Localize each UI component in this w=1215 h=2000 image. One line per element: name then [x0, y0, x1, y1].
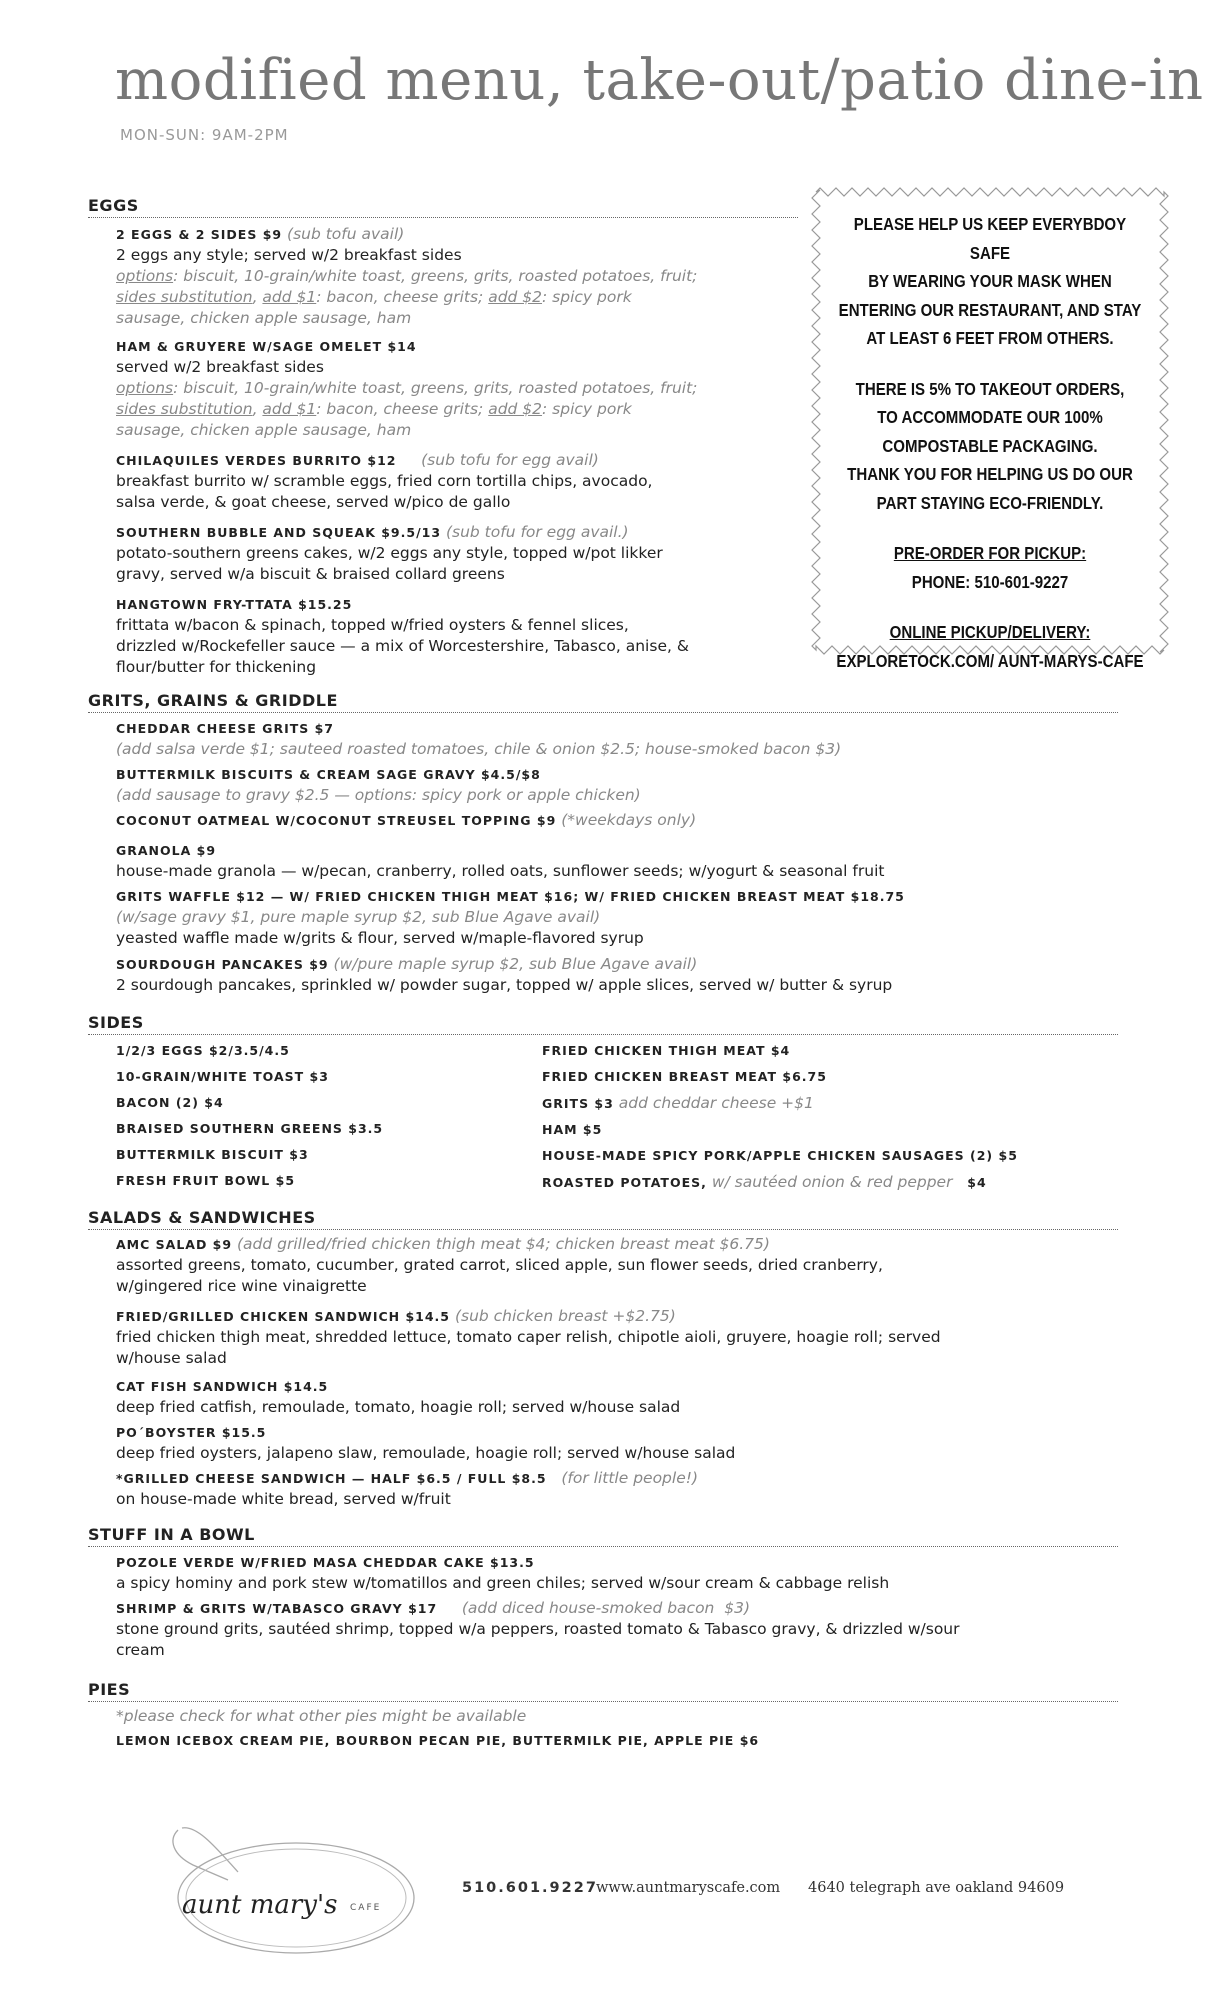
- item-desc: salsa verde, & goat cheese, served w/pico de gallo: [116, 493, 511, 511]
- item-name: FRIED/GRILLED CHICKEN SANDWICH $14.5: [116, 1309, 451, 1324]
- item-desc: potato-southern greens cakes, w/2 eggs any style, topped w/pot likker: [116, 544, 663, 562]
- logo-small-text: CAFE: [350, 1903, 382, 1913]
- hours: MON-SUN: 9AM-2PM: [120, 126, 289, 144]
- section-heading-bowl: STUFF IN A BOWL: [88, 1525, 255, 1544]
- item-desc: deep fried oysters, jalapeno slaw, remoulade, hoagie roll; served w/house salad: [116, 1444, 736, 1462]
- pies-note: *please check for what other pies might be available: [116, 1707, 527, 1725]
- divider: [88, 1229, 1118, 1230]
- item-name: SOURDOUGH PANCAKES $9: [116, 957, 329, 972]
- item-note: (*weekdays only): [556, 811, 697, 829]
- item-note: (w/pure maple syrup $2, sub Blue Agave avail): [328, 955, 698, 973]
- notice-text: [835, 210, 1145, 675]
- item-options: sides substitution, add $1: bacon, cheese grits; add $2: spicy pork: [116, 400, 632, 418]
- footer-website[interactable]: www.auntmaryscafe.com: [596, 1880, 781, 1896]
- side-item: FRIED CHICKEN BREAST MEAT $6.75: [542, 1069, 827, 1084]
- side-item: HAM $5: [542, 1122, 603, 1137]
- item-options: options: biscuit, 10-grain/white toast, greens, grits, roasted potatoes, fruit;: [116, 379, 698, 397]
- notice-line: AT LEAST 6 FEET FROM OTHERS.: [866, 328, 1114, 348]
- side-item: BUTTERMILK BISCUIT $3: [116, 1147, 309, 1162]
- item-note: (sub tofu avail): [282, 225, 405, 243]
- item-options: options: biscuit, 10-grain/white toast, greens, grits, roasted potatoes, fruit;: [116, 267, 698, 285]
- item-name: HAM & GRUYERE W/SAGE OMELET $14: [116, 339, 417, 354]
- notice-line: BY WEARING YOUR MASK WHEN: [868, 271, 1112, 291]
- sides-right-column: [542, 1038, 1018, 1196]
- section-heading-grits: GRITS, GRAINS & GRIDDLE: [88, 691, 338, 710]
- item-desc: yeasted waffle made w/grits & flour, served w/maple-flavored syrup: [116, 929, 644, 947]
- item-name: COCONUT OATMEAL W/COCONUT STREUSEL TOPPING $9: [116, 813, 557, 828]
- item-options: sausage, chicken apple sausage, ham: [116, 309, 412, 327]
- item-desc: flour/butter for thickening: [116, 658, 317, 676]
- item-desc: w/gingered rice wine vinaigrette: [116, 1277, 367, 1295]
- page-title: modified menu, take-out/patio dine-in: [115, 48, 1204, 113]
- item-name: HANGTOWN FRY-TTATA $15.25: [116, 597, 353, 612]
- section-heading-pies: PIES: [88, 1680, 131, 1699]
- menu-item: [116, 1598, 1166, 1661]
- item-note: (add sausage to gravy $2.5 — options: spicy pork or apple chicken): [116, 786, 641, 804]
- side-item: BRAISED SOUTHERN GREENS $3.5: [116, 1121, 384, 1136]
- item-desc: served w/2 breakfast sides: [116, 358, 324, 376]
- item-name: AMC SALAD $9: [116, 1237, 233, 1252]
- online-url: EXPLORETOCK.COM/ AUNT-MARYS-CAFE: [836, 650, 1144, 671]
- item-desc: on house-made white bread, served w/fruit: [116, 1490, 451, 1508]
- item-name: BUTTERMILK BISCUITS & CREAM SAGE GRAVY $4.5/$8: [116, 767, 541, 782]
- item-note: (add diced house-smoked bacon $3): [437, 1599, 751, 1617]
- cafe-logo: [168, 1810, 428, 1964]
- item-desc: deep fried catfish, remoulade, tomato, hoagie roll; served w/house salad: [116, 1398, 681, 1416]
- divider: [88, 1701, 1118, 1702]
- footer-address: 4640 telegraph ave oakland 94609: [808, 1880, 1065, 1896]
- item-name: 2 EGGS & 2 SIDES $9: [116, 227, 283, 242]
- item-note: (add salsa verde $1; sauteed roasted tomatoes, chile & onion $2.5; house-smoked bacon $3): [116, 740, 842, 758]
- item-name: GRANOLA $9: [116, 843, 217, 858]
- notice-line: PLEASE HELP US KEEP EVERYBDOY SAFE: [853, 214, 1127, 263]
- item-name: *GRILLED CHEESE SANDWICH — HALF $6.5 / FULL $8.5: [116, 1471, 547, 1486]
- item-desc: cream: [116, 1641, 165, 1659]
- item-note: (sub tofu for egg avail.): [441, 523, 629, 541]
- item-desc: frittata w/bacon & spinach, topped w/fried oysters & fennel slices,: [116, 616, 629, 634]
- section-heading-sides: SIDES: [88, 1013, 144, 1032]
- menu-item: [116, 1376, 1166, 1418]
- item-desc: house-made granola — w/pecan, cranberry, rolled oats, sunflower seeds; w/yogurt & seasonal fruit: [116, 862, 885, 880]
- notice-line: THANK YOU FOR HELPING US DO OUR: [847, 464, 1133, 484]
- item-note: (sub tofu for egg avail): [396, 451, 599, 469]
- item-name: CHILAQUILES VERDES BURRITO $12: [116, 453, 397, 468]
- item-options: sausage, chicken apple sausage, ham: [116, 421, 412, 439]
- menu-item: [116, 336, 796, 441]
- pies-list: LEMON ICEBOX CREAM PIE, BOURBON PECAN PIE, BUTTERMILK PIE, APPLE PIE $6: [116, 1733, 760, 1748]
- menu-item: [116, 1422, 1166, 1464]
- divider: [88, 712, 1118, 713]
- item-note: (for little people!): [546, 1469, 698, 1487]
- menu-item: [116, 522, 796, 585]
- item-desc: stone ground grits, sautéed shrimp, topped w/a peppers, roasted tomato & Tabasco gravy, & drizzled w/sour: [116, 1620, 960, 1638]
- menu-item: [116, 1234, 1166, 1297]
- item-note: (w/sage gravy $1, pure maple syrup $2, sub Blue Agave avail): [116, 908, 601, 926]
- preorder-label: PRE-ORDER FOR PICKUP:: [893, 543, 1087, 563]
- item-desc: gravy, served w/a biscuit & braised collard greens: [116, 565, 505, 583]
- item-name: PO´BOYSTER $15.5: [116, 1425, 267, 1440]
- logo-text: aunt mary's: [182, 1890, 338, 1920]
- item-name: GRITS WAFFLE $12 — W/ FRIED CHICKEN THIGH MEAT $16; W/ FRIED CHICKEN BREAST MEAT $18.75: [116, 889, 905, 904]
- section-heading-eggs: EGGS: [88, 196, 139, 215]
- notice-line: COMPOSTABLE PACKAGING.: [882, 435, 1098, 456]
- item-name: POZOLE VERDE W/FRIED MASA CHEDDAR CAKE $13.5: [116, 1555, 535, 1570]
- online-label: ONLINE PICKUP/DELIVERY:: [889, 622, 1091, 642]
- sides-left-column: [116, 1038, 383, 1194]
- item-desc: a spicy hominy and pork stew w/tomatillos and green chiles; served w/sour cream & cabbage relish: [116, 1574, 890, 1592]
- menu-item: [116, 1468, 1166, 1510]
- divider: [88, 217, 798, 218]
- item-desc: drizzled w/Rockefeller sauce — a mix of Worcestershire, Tabasco, anise, &: [116, 637, 689, 655]
- menu-item: [116, 718, 1166, 760]
- item-name: SOUTHERN BUBBLE AND SQUEAK $9.5/13: [116, 525, 442, 540]
- notice-line: THERE IS 5% TO TAKEOUT ORDERS,: [855, 378, 1125, 399]
- notice-line: PART STAYING ECO-FRIENDLY.: [876, 492, 1104, 513]
- item-note: (add grilled/fried chicken thigh meat $4; chicken breast meat $6.75): [232, 1235, 770, 1253]
- side-item: 10-GRAIN/WHITE TOAST $3: [116, 1069, 329, 1084]
- item-note: (sub chicken breast +$2.75): [450, 1307, 676, 1325]
- item-options: sides substitution, add $1: bacon, cheese grits; add $2: spicy pork: [116, 288, 632, 306]
- divider: [88, 1034, 1118, 1035]
- menu-item: [116, 764, 1166, 806]
- notice-box: [810, 186, 1170, 671]
- menu-item: [116, 954, 1166, 996]
- side-item: HOUSE-MADE SPICY PORK/APPLE CHICKEN SAUSAGES (2) $5: [542, 1148, 1018, 1163]
- item-desc: 2 eggs any style; served w/2 breakfast sides: [116, 246, 462, 264]
- menu-item: [116, 840, 1166, 882]
- preorder-phone: PHONE: 510-601-9227: [911, 571, 1069, 592]
- menu-item: [116, 1706, 1166, 1755]
- side-item: FRESH FRUIT BOWL $5: [116, 1173, 296, 1188]
- menu-item: [116, 1552, 1166, 1594]
- side-item: BACON (2) $4: [116, 1095, 224, 1110]
- side-item: 1/2/3 EGGS $2/3.5/4.5: [116, 1043, 290, 1058]
- item-desc: fried chicken thigh meat, shredded lettuce, tomato caper relish, chipotle aioli, gruyere, hoagie roll; served: [116, 1328, 941, 1346]
- notice-line: TO ACCOMMODATE OUR 100%: [877, 407, 1103, 427]
- side-item: GRITS $3 add cheddar cheese +$1: [542, 1094, 814, 1112]
- item-desc: assorted greens, tomato, cucumber, grated carrot, sliced apple, sun flower seeds, dried cranberry,: [116, 1256, 883, 1274]
- menu-item: [116, 886, 1166, 949]
- item-desc: breakfast burrito w/ scramble eggs, fried corn tortilla chips, avocado,: [116, 472, 653, 490]
- divider: [88, 1546, 1118, 1547]
- notice-line: ENTERING OUR RESTAURANT, AND STAY: [838, 299, 1142, 320]
- item-desc: w/house salad: [116, 1349, 227, 1367]
- item-name: SHRIMP & GRITS W/TABASCO GRAVY $17: [116, 1601, 438, 1616]
- side-item: FRIED CHICKEN THIGH MEAT $4: [542, 1043, 791, 1058]
- menu-item: [116, 594, 796, 678]
- footer-phone: 510.601.9227: [462, 1880, 598, 1896]
- item-name: CAT FISH SANDWICH $14.5: [116, 1379, 329, 1394]
- item-desc: 2 sourdough pancakes, sprinkled w/ powder sugar, topped w/ apple slices, served w/ butter & syrup: [116, 976, 893, 994]
- item-name: CHEDDAR CHEESE GRITS $7: [116, 721, 334, 736]
- menu-item: [116, 224, 796, 329]
- side-item: ROASTED POTATOES, w/ sautéed onion & red pepper $4: [542, 1173, 987, 1191]
- section-heading-salads: SALADS & SANDWICHES: [88, 1208, 316, 1227]
- menu-item: [116, 1306, 1166, 1369]
- menu-item: [116, 810, 1166, 831]
- skillet-logo-icon: [168, 1810, 428, 1960]
- menu-item: [116, 450, 796, 513]
